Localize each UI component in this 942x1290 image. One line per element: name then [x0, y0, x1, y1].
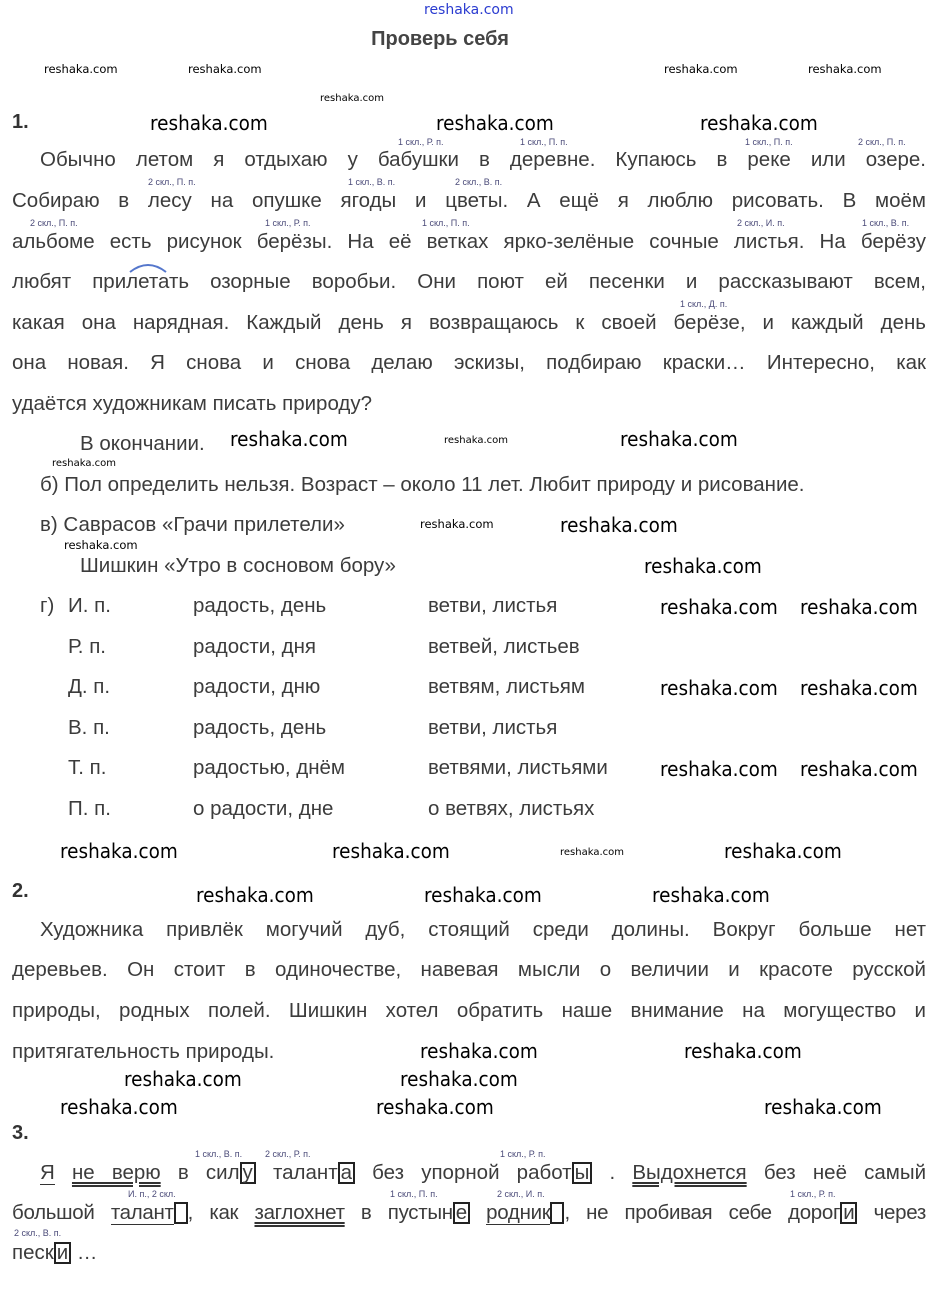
- task-1-line: любят прилетать озорные воробьи. Они поют ей песенки и рассказывают всем,: [12, 270, 926, 293]
- case-annotation: 1 скл., В. п.: [348, 177, 396, 187]
- watermark: reshaka.com: [560, 513, 678, 537]
- task-2-number: 2.: [12, 880, 29, 902]
- ellipsis: …: [76, 1241, 98, 1264]
- case-annotation: 1 скл., Р. п.: [265, 218, 311, 228]
- word: в: [177, 1161, 189, 1184]
- plural-form: ветвями, листьями: [428, 756, 608, 779]
- task-2-line: деревьев. Он стоит в одиночестве, навевая мысли о величии и красоте русской: [12, 958, 926, 981]
- task-1-line: удаётся художникам писать природу?: [12, 392, 373, 415]
- ending-box: [174, 1202, 188, 1224]
- predicate-word: не верю: [71, 1161, 161, 1184]
- case-name: Т. п.: [68, 756, 107, 779]
- watermark: reshaka.com: [560, 847, 624, 858]
- case-annotation: 1 скл., Р. п.: [790, 1189, 836, 1199]
- word: [517, 1161, 593, 1184]
- word: упорной: [421, 1161, 500, 1184]
- watermark: reshaka.com: [196, 883, 314, 907]
- singular-form: радости, дню: [193, 675, 321, 698]
- watermark: reshaka.com: [764, 1095, 882, 1119]
- watermark: reshaka.com: [188, 62, 262, 76]
- answer-g-label: г): [40, 594, 55, 617]
- case-name: П. п.: [68, 797, 111, 820]
- word-stem: сил: [205, 1161, 240, 1184]
- word: [206, 1161, 256, 1184]
- word: не: [586, 1201, 609, 1224]
- word: неё: [812, 1161, 847, 1184]
- case-annotation: 1 скл., П. п.: [390, 1189, 438, 1199]
- singular-form: радость, день: [193, 716, 327, 739]
- answer-a: В окончании.: [80, 432, 205, 455]
- answer-v: в) Саврасов «Грачи прилетели»: [40, 513, 345, 536]
- watermark: reshaka.com: [60, 1095, 178, 1119]
- word-stem: работ: [516, 1161, 572, 1184]
- ending-box: ы: [572, 1162, 593, 1184]
- task-1-line: какая она нарядная. Каждый день я возвращаюсь к своей берёзе, и каждый день: [12, 311, 926, 334]
- watermark: reshaka.com: [60, 839, 178, 863]
- word: большой: [12, 1201, 95, 1224]
- singular-form: о радости, дне: [193, 797, 334, 820]
- word: в: [360, 1201, 372, 1224]
- ending-box: и: [840, 1202, 857, 1224]
- task-1-number: 1.: [12, 111, 29, 133]
- watermark: reshaka.com: [436, 111, 554, 135]
- ending-arc-mark: [128, 260, 170, 274]
- watermark: reshaka.com: [664, 62, 738, 76]
- watermark: reshaka.com: [230, 427, 348, 451]
- watermark: reshaka.com: [800, 595, 918, 619]
- watermark: reshaka.com: [660, 676, 778, 700]
- case-annotation: 1 скл., Д. п.: [680, 299, 728, 309]
- ending-box: [550, 1202, 564, 1224]
- case-name: В. п.: [68, 716, 110, 739]
- watermark: reshaka.com: [64, 538, 138, 552]
- word: [111, 1201, 193, 1224]
- predicate-word: заглохнет: [254, 1201, 345, 1224]
- subject-word: родник: [486, 1201, 551, 1224]
- ending-box: и: [54, 1242, 71, 1264]
- word: через: [873, 1201, 926, 1224]
- case-annotation: 1 скл., Р. п.: [500, 1149, 546, 1159]
- task-2-line: природы, родных полей. Шишкин хотел обратить наше внимание на могущество и: [12, 999, 926, 1022]
- task-2-line: Художника привлёк могучий дуб, стоящий среди долины. Вокруг больше нет: [40, 918, 926, 941]
- watermark: reshaka.com: [724, 839, 842, 863]
- watermark: reshaka.com: [420, 1039, 538, 1063]
- case-name: Р. п.: [68, 635, 106, 658]
- word: пробивая: [624, 1201, 713, 1224]
- word-stem: талант: [272, 1161, 338, 1184]
- punctuation: ,: [564, 1201, 570, 1224]
- answer-v-2: Шишкин «Утро в сосновом бору»: [80, 554, 396, 577]
- word: [788, 1201, 857, 1224]
- watermark: reshaka.com: [800, 757, 918, 781]
- punctuation: .: [609, 1161, 616, 1184]
- plural-form: ветвей, листьев: [428, 635, 580, 658]
- watermark: reshaka.com: [808, 62, 882, 76]
- punctuation: ,: [187, 1201, 194, 1224]
- ending-box: у: [240, 1162, 256, 1184]
- word: без: [372, 1161, 405, 1184]
- task-1-line: альбоме есть рисунок берёзы. На её ветках ярко-зелёные сочные листья. На берёзу: [12, 230, 926, 253]
- ending-box: а: [338, 1162, 355, 1184]
- predicate-word: Выдохнется: [632, 1161, 747, 1184]
- case-annotation: 2 скл., П. п.: [858, 137, 906, 147]
- word: самый: [864, 1161, 927, 1184]
- watermark: reshaka.com: [44, 62, 118, 76]
- watermark: reshaka.com: [376, 1095, 494, 1119]
- word: себе: [728, 1201, 772, 1224]
- subject-word: талант: [110, 1201, 174, 1224]
- watermark: reshaka.com: [320, 93, 384, 104]
- subject-word: Я: [40, 1161, 55, 1184]
- plural-form: ветви, листья: [428, 716, 558, 739]
- word: [273, 1161, 355, 1184]
- task-2-line: притягательность природы.: [12, 1040, 275, 1063]
- case-annotation: 1 скл., П. п.: [422, 218, 470, 228]
- case-annotation: 2 скл., И. п.: [737, 218, 785, 228]
- task-1-line: она новая. Я снова и снова делаю эскизы, подбираю краски… Интересно, как: [12, 351, 926, 374]
- task-1-line: Обычно летом я отдыхаю у бабушки в деревне. Купаюсь в реке или озере.: [40, 148, 926, 171]
- watermark: reshaka.com: [400, 1067, 518, 1091]
- watermark: reshaka.com: [800, 676, 918, 700]
- watermark: reshaka.com: [444, 435, 508, 446]
- task-3-line: [40, 1161, 926, 1185]
- watermark: reshaka.com: [652, 883, 770, 907]
- plural-form: ветвям, листьям: [428, 675, 585, 698]
- word: [486, 1201, 570, 1224]
- case-annotation: 2 скл., П. п.: [148, 177, 196, 187]
- case-name: Д. п.: [68, 675, 111, 698]
- case-annotation: 2 скл., Р. п.: [265, 1149, 311, 1159]
- plural-form: о ветвях, листьях: [428, 797, 595, 820]
- case-name: И. п.: [68, 594, 111, 617]
- watermark: reshaka.com: [150, 111, 268, 135]
- singular-form: радость, день: [193, 594, 327, 617]
- answer-b: б) Пол определить нельзя. Возраст – около 11 лет. Любит природу и рисование.: [40, 473, 805, 496]
- watermark: reshaka.com: [124, 1067, 242, 1091]
- ending-box: е: [453, 1202, 470, 1224]
- page-title: Проверь себя: [371, 28, 509, 50]
- watermark: reshaka.com: [620, 427, 738, 451]
- site-link[interactable]: reshaka.com: [424, 2, 514, 18]
- plural-form: ветви, листья: [428, 594, 558, 617]
- case-annotation: 1 скл., П. п.: [520, 137, 568, 147]
- watermark: reshaka.com: [644, 554, 762, 578]
- watermark: reshaka.com: [420, 517, 494, 531]
- task-3-number: 3.: [12, 1122, 29, 1144]
- case-annotation: 2 скл., В. п.: [14, 1228, 62, 1238]
- case-annotation: И. п., 2 скл.: [128, 1189, 176, 1199]
- watermark: reshaka.com: [660, 595, 778, 619]
- watermark: reshaka.com: [684, 1039, 802, 1063]
- singular-form: радости, дня: [193, 635, 317, 658]
- word-stem: песк: [12, 1241, 54, 1264]
- case-annotation: 1 скл., В. п.: [862, 218, 910, 228]
- singular-form: радостью, днём: [193, 756, 346, 779]
- word: как: [209, 1201, 239, 1224]
- word-stem: пустын: [387, 1201, 453, 1224]
- case-annotation: 1 скл., В. п.: [195, 1149, 243, 1159]
- task-3-line: [12, 1241, 97, 1265]
- case-annotation: 1 скл., П. п.: [745, 137, 793, 147]
- case-annotation: 1 скл., Р. п.: [398, 137, 444, 147]
- case-annotation: 2 скл., П. п.: [30, 218, 78, 228]
- word: без: [763, 1161, 796, 1184]
- watermark: reshaka.com: [700, 111, 818, 135]
- watermark: reshaka.com: [660, 757, 778, 781]
- task-3-line: [12, 1201, 926, 1225]
- watermark: reshaka.com: [332, 839, 450, 863]
- watermark: reshaka.com: [52, 458, 116, 469]
- word: [388, 1201, 470, 1224]
- word-stem: дорог: [788, 1201, 841, 1224]
- task-1-line: Собираю в лесу на опушке ягоды и цветы. А ещё я люблю рисовать. В моём: [12, 189, 926, 212]
- case-annotation: 2 скл., В. п.: [455, 177, 503, 187]
- case-annotation: 2 скл., И. п.: [497, 1189, 545, 1199]
- watermark: reshaka.com: [424, 883, 542, 907]
